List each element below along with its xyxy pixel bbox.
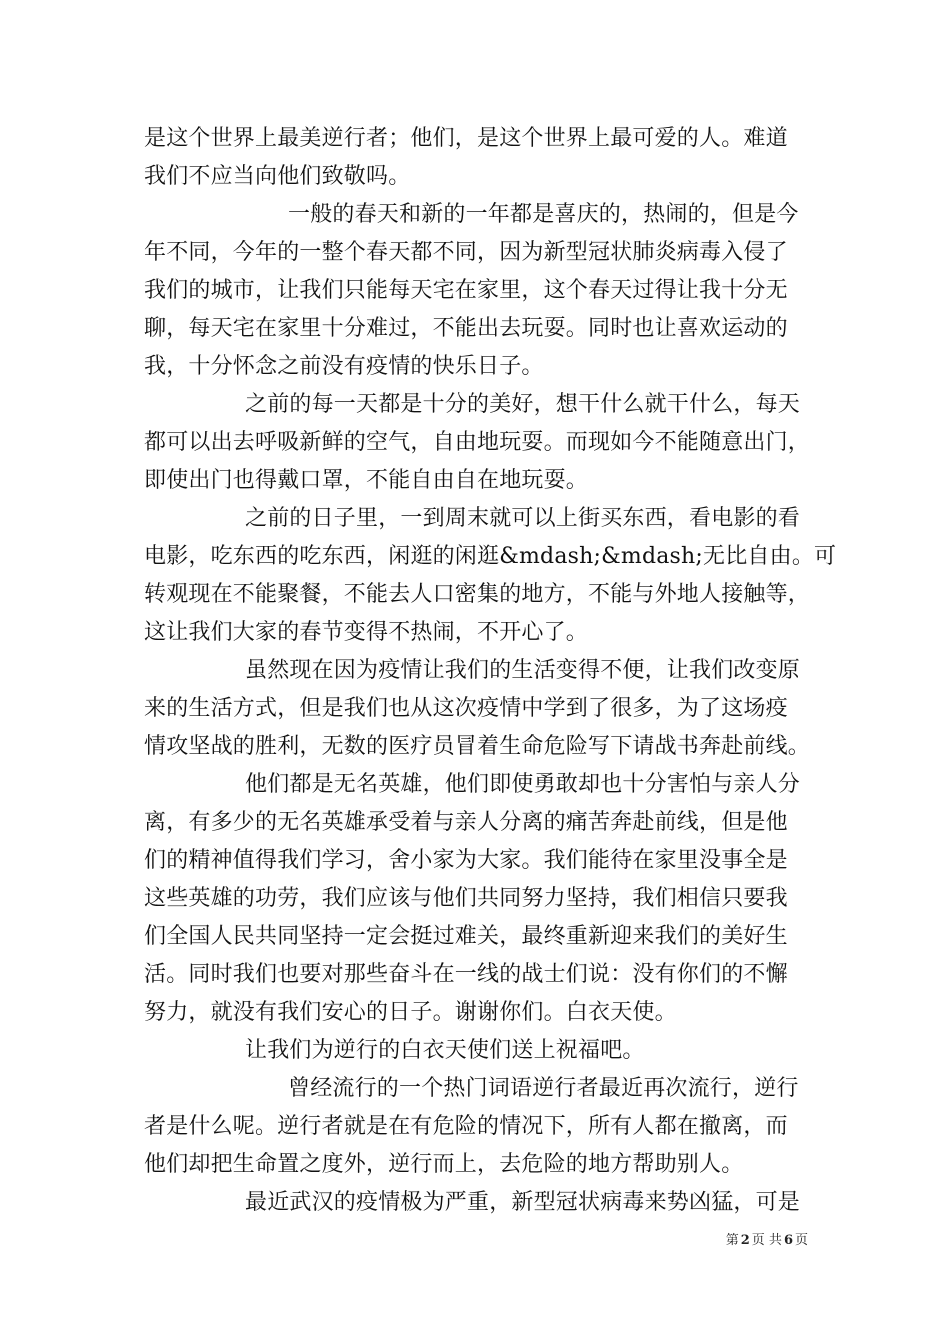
body-text-line: 他们却把生命置之度外，逆行而上，去危险的地方帮助别人。 xyxy=(144,1152,744,1177)
body-text-line: 这让我们大家的春节变得不热闹，不开心了。 xyxy=(144,620,589,645)
body-text-line: 曾经流行的一个热门词语逆行者最近再次流行，逆行 xyxy=(288,1076,799,1101)
body-text-line: 都可以出去呼吸新鲜的空气，自由地玩耍。而现如今不能随意出门， xyxy=(144,430,811,455)
body-text-line: 转观现在不能聚餐，不能去人口密集的地方，不能与外地人接触等， xyxy=(144,582,811,607)
body-text-line: 年不同，今年的一整个春天都不同，因为新型冠状肺炎病毒入侵了 xyxy=(144,240,788,265)
body-text-line: 活。同时我们也要对那些奋斗在一线的战士们说：没有你们的不懈 xyxy=(144,962,788,987)
page-footer xyxy=(0,1232,950,1250)
body-text-line: 者是什么呢。逆行者就是在有危险的情况下，所有人都在撤离，而 xyxy=(144,1114,788,1139)
current-page-number: 2 xyxy=(740,1233,750,1248)
body-text-line: 来的生活方式，但是我们也从这次疫情中学到了很多，为了这场疫 xyxy=(144,696,788,721)
body-text-line: 最近武汉的疫情极为严重，新型冠状病毒来势凶猛，可是 xyxy=(245,1190,801,1215)
body-text-line: 即使出门也得戴口罩，不能自由自在地玩耍。 xyxy=(144,468,589,493)
body-text-line: 他们都是无名英雄，他们即使勇敢却也十分害怕与亲人分 xyxy=(245,772,801,797)
body-text-line: 我，十分怀念之前没有疫情的快乐日子。 xyxy=(144,354,544,379)
body-text-line: 是这个世界上最美逆行者；他们，是这个世界上最可爱的人。难道 xyxy=(144,126,788,151)
footer-middle: 页 共 xyxy=(751,1233,782,1248)
body-text-line: 离，有多少的无名英雄承受着与亲人分离的痛苦奔赴前线，但是他 xyxy=(144,810,788,835)
body-text-line: 努力，就没有我们安心的日子。谢谢你们。白衣天使。 xyxy=(144,1000,677,1025)
body-text-line: 们全国人民共同坚持一定会挺过难关，最终重新迎来我们的美好生 xyxy=(144,924,788,949)
total-pages-number: 6 xyxy=(783,1233,793,1248)
body-text-line: 这些英雄的功劳，我们应该与他们共同努力坚持，我们相信只要我 xyxy=(144,886,788,911)
body-text-line: 一般的春天和新的一年都是喜庆的，热闹的，但是今 xyxy=(288,202,799,227)
body-text-line: 我们的城市，让我们只能每天宅在家里，这个春天过得让我十分无 xyxy=(144,278,788,303)
page-number-indicator xyxy=(726,1232,808,1250)
body-text-line: 我们不应当向他们致敬吗。 xyxy=(144,164,411,189)
footer-suffix: 页 xyxy=(794,1233,808,1248)
body-text-line: 虽然现在因为疫情让我们的生活变得不便，让我们改变原 xyxy=(245,658,801,683)
body-text-line: 情攻坚战的胜利，无数的医疗员冒着生命危险写下请战书奔赴前线。 xyxy=(144,734,811,759)
body-text-line: 聊，每天宅在家里十分难过，不能出去玩耍。同时也让喜欢运动的 xyxy=(144,316,788,341)
body-text-line: 电影，吃东西的吃东西，闲逛的闲逛&mdash;&mdash;无比自由。可 xyxy=(144,544,837,569)
body-text-line: 之前的每一天都是十分的美好，想干什么就干什么，每天 xyxy=(245,392,801,417)
body-text-line: 们的精神值得我们学习，舍小家为大家。我们能待在家里没事全是 xyxy=(144,848,788,873)
footer-prefix: 第 xyxy=(725,1233,739,1248)
body-text-line: 让我们为逆行的白衣天使们送上祝福吧。 xyxy=(245,1038,645,1063)
body-text-line: 之前的日子里，一到周末就可以上街买东西，看电影的看 xyxy=(245,506,801,531)
